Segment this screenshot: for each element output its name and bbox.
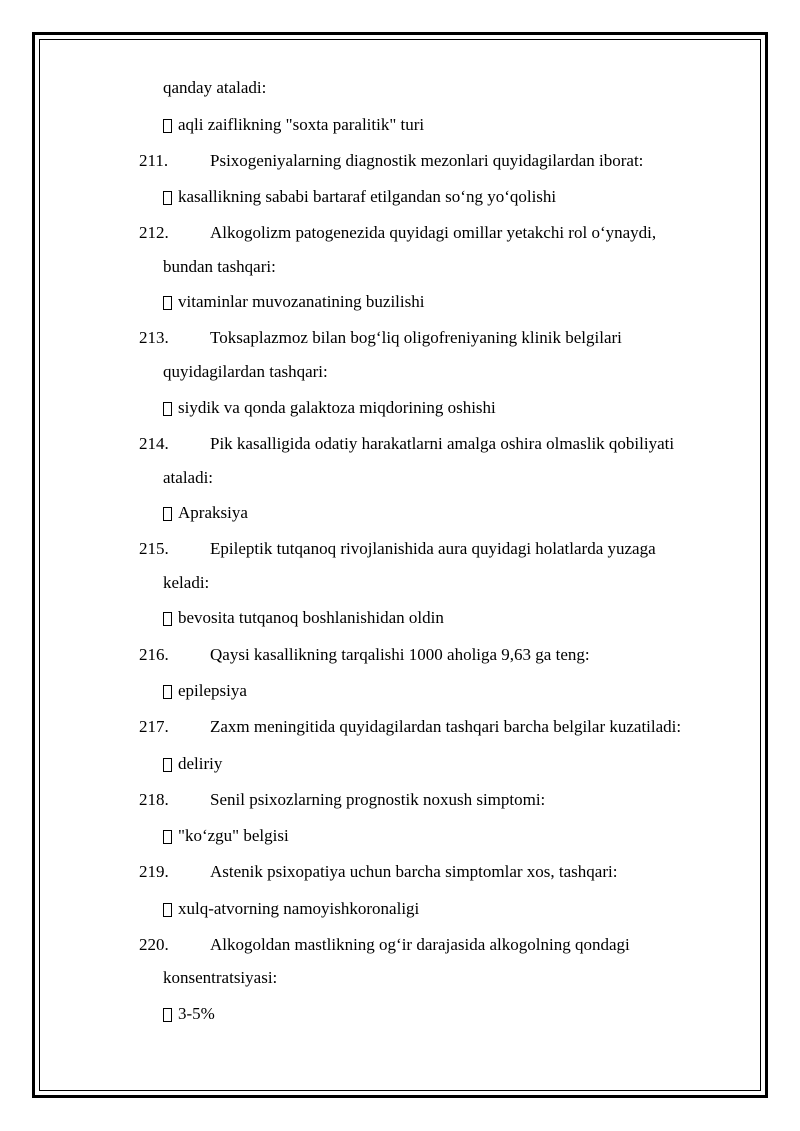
checkbox-icon — [163, 507, 172, 521]
answer-option — [163, 1004, 215, 1024]
checkbox-icon — [163, 119, 172, 133]
question-number: 216. — [139, 645, 169, 664]
question-text: Epileptik tutqanoq rivojlanishida aura quyidagi holatlarda yuzaga — [210, 539, 656, 558]
answer-option — [163, 608, 444, 628]
question-text: Zaxm meningitida quyidagilardan tashqari barcha belgilar kuzatiladi: — [210, 717, 682, 736]
question-text: Psixogeniyalarning diagnostik mezonlari quyidagilardan iborat: — [210, 151, 644, 170]
answer-option — [163, 681, 247, 701]
question-text-continuation: keladi: — [163, 573, 210, 592]
question-number: 218. — [139, 790, 169, 809]
answer-option — [163, 292, 424, 312]
question-text: Qaysi kasallikning tarqalishi 1000 aholiga 9,63 ga teng: — [210, 645, 590, 664]
checkbox-icon — [163, 1008, 172, 1022]
answer-option — [163, 826, 289, 846]
question-number: 219. — [139, 862, 169, 881]
answer-text: aqli zaiflikning "soxta paralitik" turi — [178, 115, 425, 134]
answer-text: bevosita tutqanoq boshlanishidan oldin — [178, 608, 444, 627]
question-text-continuation: ataladi: — [163, 468, 214, 487]
answer-text: deliriy — [178, 754, 223, 773]
checkbox-icon — [163, 903, 172, 917]
checkbox-icon — [163, 758, 172, 772]
answer-option — [163, 187, 556, 207]
question-text: Astenik psixopatiya uchun barcha simptomlar xos, tashqari: — [210, 862, 618, 881]
answer-option — [163, 503, 248, 523]
question-number: 215. — [139, 539, 169, 558]
question-continuation: qanday ataladi: — [163, 78, 267, 97]
checkbox-icon — [163, 402, 172, 416]
answer-text: epilepsiya — [178, 681, 247, 700]
question-number: 214. — [139, 434, 169, 453]
question-number: 211. — [139, 151, 169, 170]
answer-text: xulq-atvorning namoyishkoronaligi — [178, 899, 420, 918]
question-text: Alkogolizm patogenezida quyidagi omillar yetakchi rol o‘ynaydi, — [210, 223, 657, 242]
question-text: Toksaplazmoz bilan bog‘liq oligofreniyaning klinik belgilari — [210, 328, 622, 347]
answer-option — [163, 754, 222, 774]
question-number: 220. — [139, 935, 169, 954]
answer-text: kasallikning sababi bartaraf etilgandan so‘ng yo‘qolishi — [178, 187, 557, 206]
answer-option — [163, 899, 419, 919]
answer-option — [163, 398, 496, 418]
question-text-continuation: bundan tashqari: — [163, 257, 276, 276]
question-text-continuation: konsentratsiyasi: — [163, 968, 278, 987]
answer-text: Apraksiya — [178, 503, 248, 522]
question-text: Senil psixozlarning prognostik noxush simptomi: — [210, 790, 546, 809]
answer-text: "ko‘zgu" belgisi — [178, 826, 289, 845]
question-text-continuation: quyidagilardan tashqari: — [163, 362, 328, 381]
checkbox-icon — [163, 612, 172, 626]
answer-option — [163, 115, 424, 135]
answer-text: vitaminlar muvozanatining buzilishi — [178, 292, 425, 311]
question-text: Pik kasalligida odatiy harakatlarni amalga oshira olmaslik qobiliyati — [210, 434, 675, 453]
checkbox-icon — [163, 685, 172, 699]
question-number: 212. — [139, 223, 169, 242]
answer-text: siydik va qonda galaktoza miqdorining oshishi — [178, 398, 496, 417]
question-number: 217. — [139, 717, 169, 736]
question-number: 213. — [139, 328, 169, 347]
checkbox-icon — [163, 830, 172, 844]
checkbox-icon — [163, 296, 172, 310]
question-text: Alkogoldan mastlikning og‘ir darajasida alkogolning qondagi — [210, 935, 630, 954]
checkbox-icon — [163, 191, 172, 205]
answer-text: 3-5% — [178, 1004, 215, 1023]
